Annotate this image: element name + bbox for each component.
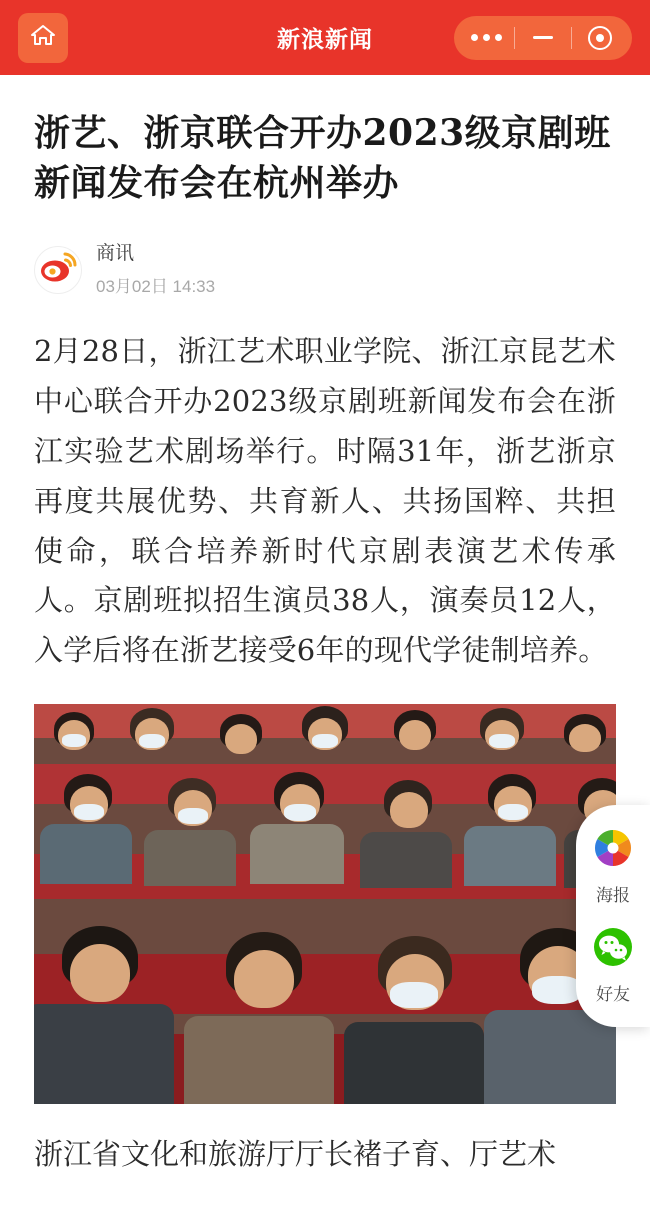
author-name: 商讯 <box>96 243 135 265</box>
window-controls <box>454 16 632 60</box>
more-dots-icon <box>471 34 502 41</box>
poster-icon <box>590 825 636 876</box>
share-panel <box>576 805 650 1027</box>
article-body: 2月28日，浙江艺术职业学院、浙江京昆艺术中心联合开办2023级京剧班新闻发布会在浙江实验艺术剧场举行。时隔31年，浙艺浙京再度共展优势、共育新人、共扬国粹、共担使命，联合培养新时代京剧表演艺术传承人。京剧班拟招生演员38人，演奏员12人，入学后将在浙艺接受6年的现代学徒制培养。 <box>34 334 616 668</box>
avatar[interactable] <box>34 246 82 294</box>
share-friend-button[interactable] <box>590 918 636 1011</box>
byline-text <box>96 242 215 297</box>
timestamp: 03月02日 14:33 <box>96 277 216 297</box>
share-poster-label: 海报 <box>596 886 630 905</box>
record-button[interactable] <box>572 16 628 60</box>
page-title: 浙艺、浙京联合开办2023级京剧班新闻发布会在杭州举办 <box>34 112 611 204</box>
minimize-icon <box>533 36 553 39</box>
more-button[interactable] <box>458 16 514 60</box>
byline <box>34 242 616 297</box>
title-bar <box>0 0 650 75</box>
article-continuation: 浙江省文化和旅游厅厅长褚子育、厅艺术 <box>34 1137 557 1172</box>
wechat-icon <box>590 924 636 975</box>
minimize-button[interactable] <box>515 16 571 60</box>
share-friend-label: 好友 <box>596 985 630 1004</box>
audience-photo <box>34 704 616 1104</box>
record-circle-icon <box>588 26 612 50</box>
home-button[interactable] <box>18 13 68 63</box>
weibo-avatar-icon <box>36 245 80 294</box>
home-icon <box>30 22 56 53</box>
article-container <box>0 75 650 1180</box>
window-title: 新浪新闻 <box>277 26 373 52</box>
share-poster-button[interactable] <box>590 819 636 912</box>
article-image[interactable] <box>34 704 616 1104</box>
